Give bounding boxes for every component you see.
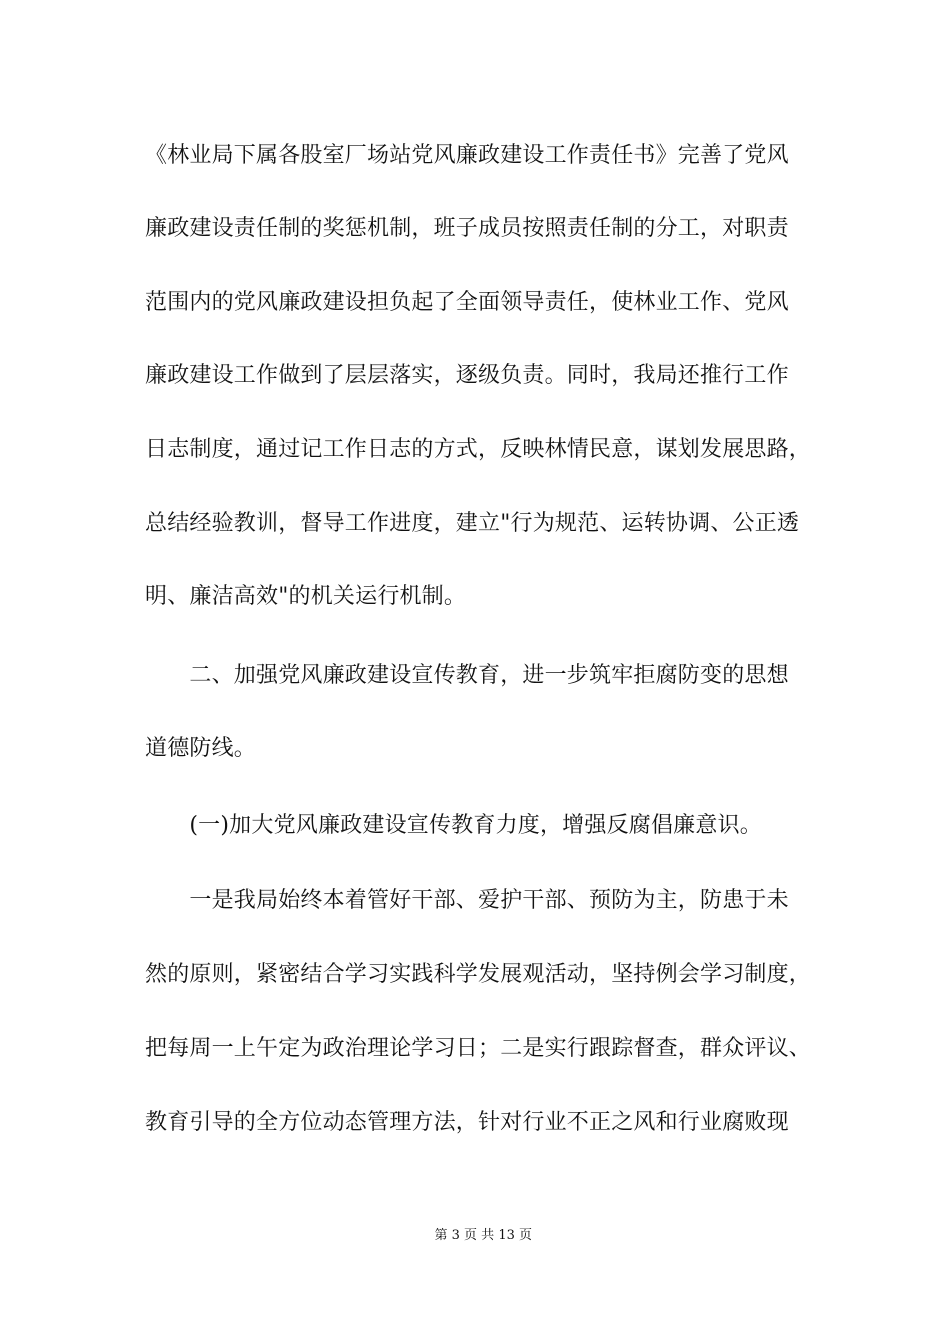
text-line-7: 明、廉洁高效"的机关运行机制。	[145, 584, 467, 609]
section-heading-line-2: 道德防线。	[145, 736, 257, 761]
text-line-2: 廉政建设责任制的奖惩机制，班子成员按照责任制的分工，对职责	[145, 216, 789, 241]
text-line-14: 教育引导的全方位动态管理方法，针对行业不正之风和行业腐败现	[145, 1110, 789, 1135]
subsection-heading: (一)加大党风廉政建设宣传教育力度，增强反腐倡廉意识。	[145, 813, 762, 838]
section-heading-line-1: 二、加强党风廉政建设宣传教育，进一步筑牢拒腐防变的思想	[145, 663, 789, 688]
page-number-footer	[0, 1209, 950, 1263]
text-line-12: 然的原则，紧密结合学习实践科学发展观活动，坚持例会学习制度，	[145, 962, 812, 987]
text-line-5: 日志制度，通过记工作日志的方式，反映林情民意，谋划发展思路，	[145, 437, 812, 462]
text-line-1: 《林业局下属各股室厂场站党风廉政建设工作责任书》完善了党风	[145, 143, 789, 168]
text-line-6: 总结经验教训，督导工作进度，建立"行为规范、运转协调、公正透	[145, 511, 800, 536]
text-line-11: 一是我局始终本着管好干部、爱护干部、预防为主，防患于未	[145, 888, 789, 913]
page-number-label: 第 3 页 共 13 页	[434, 1228, 532, 1243]
text-line-13: 把每周一上午定为政治理论学习日；二是实行跟踪督查，群众评议、	[145, 1036, 812, 1061]
text-line-4: 廉政建设工作做到了层层落实，逐级负责。同时，我局还推行工作	[145, 363, 789, 388]
text-line-3: 范围内的党风廉政建设担负起了全面领导责任，使林业工作、党风	[145, 290, 789, 315]
